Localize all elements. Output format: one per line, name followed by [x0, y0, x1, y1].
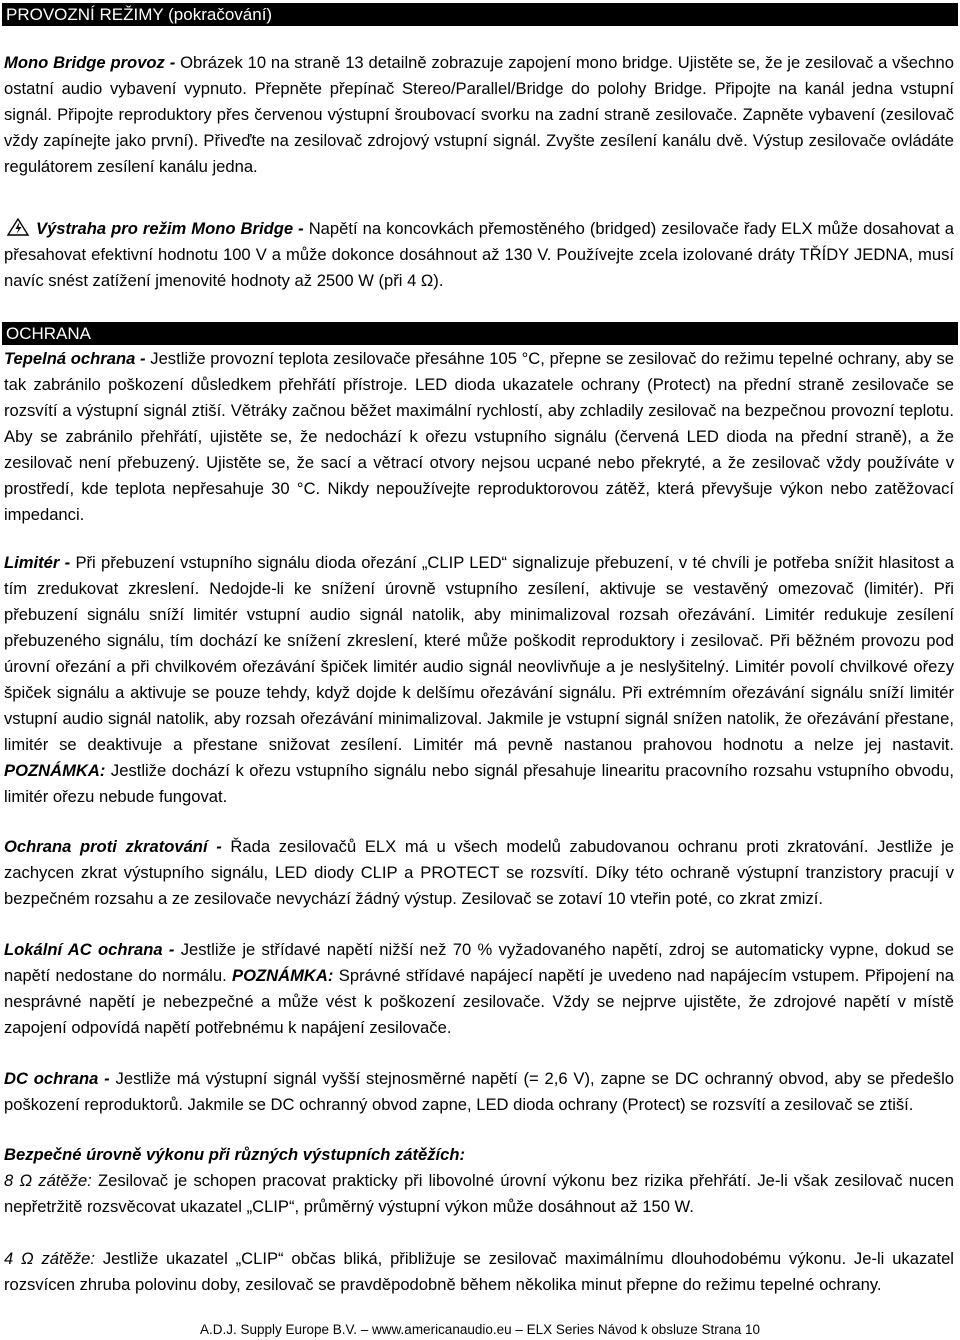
load-4-lead: 4 Ω zátěže: — [4, 1249, 96, 1268]
short-circuit-text: Řada zesilovačů ELX má u všech modelů zabudovanou ochranu proti zkratování. Jestliže je zachycen zkrat výstupního signálu, LED diody CLIP a PROTECT se rozsvítí. Díky této ochraně výstupní tranzistory pracují v bezpečném rozsahu a ze zesilovače nevychází žádný výstup. Zesilovač se zotaví 10 vteřin poté, co zkrat zmizí. — [4, 837, 954, 908]
warning-triangle-icon — [4, 218, 34, 236]
power-levels-heading-text: Bezpečné úrovně výkonu při různých výstupních zátěžích: — [4, 1145, 466, 1164]
dc-protection-paragraph — [4, 1066, 954, 1118]
short-circuit-protection-paragraph — [4, 834, 954, 912]
load-4-text: Jestliže ukazatel „CLIP“ občas bliká, přibližuje se zesilovač maximálnímu dlouhodobému výkonu. Je-li ukazatel rozsvícen zhruba polovinu doby, zesilovač se pravděpodobně během několika minut přepne do režimu tepelné ochrany. — [4, 1249, 954, 1294]
page-footer: A.D.J. Supply Europe B.V. – www.americanaudio.eu – ELX Series Návod k obsluze Strana 10 — [199, 1322, 761, 1337]
limiter-paragraph — [4, 550, 954, 810]
mono-bridge-text: Obrázek 10 na straně 13 detailně zobrazuje zapojení mono bridge. Ujistěte se, že je zesilovač a všechno ostatní audio vybavení vypnuto. Přepněte přepínač Stereo/Parallel/Bridge do polohy Bridge. Připojte na kanál jedna vstupní signál. Připojte reproduktory přes červenou výstupní šroubovací svorku na zadní straně zesilovače. Zapněte vybavení (zesilovač vždy zapínejte jako první). Přiveďte na zesilovač zdrojový vstupní signál. Zvyšte zesílení kanálu dvě. Výstup zesilovače ovládáte regulátorem zesílení kanálu jedna. — [4, 53, 954, 176]
ac-text: Jestliže je střídavé napětí nižší než 70 % vyžadovaného napětí, zdroj se automaticky vypne, dokud se napětí nedostane do normálu. — [4, 940, 954, 985]
thermal-lead: Tepelná ochrana - — [4, 349, 146, 368]
ac-note-text: Správné střídavé napájecí napětí je uvedeno nad napájecím vstupem. Připojení na nesprávné napětí je nebezpečné a může vést k poškození zesilovače. Vždy se nejprve ujistěte, že zdrojové napětí v místě zapojení odpovídá napětí potřebnému k napájení zesilovače. — [4, 966, 954, 1037]
load-8-lead: 8 Ω zátěže: — [4, 1171, 92, 1190]
limiter-note-label: POZNÁMKA: — [4, 761, 106, 780]
load-4-ohm-paragraph — [4, 1246, 954, 1298]
warning-lead: Výstraha pro režim Mono Bridge - — [36, 219, 304, 238]
limiter-lead: Limitér - — [4, 553, 71, 572]
ac-note-label: POZNÁMKA: — [232, 966, 334, 985]
thermal-protection-paragraph — [4, 346, 954, 528]
mono-bridge-warning-paragraph — [4, 216, 954, 294]
limiter-note-text: Jestliže dochází k ořezu vstupního signálu nebo signál přesahuje linearitu pracovního rozsahu vstupního obvodu, limitér ořezu nebude fungovat. — [4, 761, 954, 806]
short-circuit-lead: Ochrana proti zkratování - — [4, 837, 222, 856]
dc-text: Jestliže má výstupní signál vyšší stejnosměrné napětí (= 2,6 V), zapne se DC ochranný obvod, aby se předešlo poškození reproduktorů. Jakmile se DC ochranný obvod zapne, LED dioda ochrany (Protect) se rozsvítí a zesilovač se ztiší. — [4, 1069, 955, 1114]
ac-protection-paragraph — [4, 937, 954, 1041]
dc-lead: DC ochrana - — [4, 1069, 110, 1088]
warning-text: Napětí na koncovkách přemostěného (bridged) zesilovače řady ELX může dosahovat a přesahovat efektivní hodnotu 100 V a může dokonce dosáhnout až 130 V. Používejte zcela izolované dráty TŘÍDY JEDNA, musí navíc snést zatížení jmenovité hodnoty až 2500 W (při 4 Ω). — [4, 219, 954, 290]
mono-bridge-lead: Mono Bridge provoz - — [4, 53, 176, 72]
ac-lead: Lokální AC ochrana - — [4, 940, 175, 959]
mono-bridge-paragraph — [4, 50, 954, 180]
section-header-protection: OCHRANA — [2, 322, 958, 345]
section-header-operating-modes: PROVOZNÍ REŽIMY (pokračování) — [2, 3, 958, 26]
power-levels-heading — [4, 1142, 954, 1168]
thermal-text: Jestliže provozní teplota zesilovače přesáhne 105 °C, přepne se zesilovač do režimu tepelné ochrany, aby se tak zabránilo poškození důsledkem přehřátí přístroje. LED dioda ukazatele ochrany (Protect) na přední straně zesilovače se rozsvítí a výstupní signál ztiší. Větráky začnou běžet maximální rychlostí, aby zchladily zesilovač na bezpečnou provozní teplotu. Aby se zabránilo přehřátí, ujistěte se, že nedochází k ořezu vstupního signálu (červená LED dioda na přední straně), a že zesilovač není přebuzený. Ujistěte se, že sací a větrací otvory nejsou ucpané nebo překryté, a že zesilovač vždy používáte v prostředí, kde teplota nepřesahuje 30 °C. Nikdy nepoužívejte reproduktorovou zátěž, která převyšuje výkon nebo zatěžovací impedanci. — [4, 349, 955, 524]
limiter-text: Při přebuzení vstupního signálu dioda ořezání „CLIP LED“ signalizuje přebuzení, v té chvíli je potřeba snížit hlasitost a tím zredukovat zkreslení. Nedojde-li ke snížení úrovně vstupního zesílení, aktivuje se vestavěný omezovač (limitér). Při přebuzení signálu sníží limitér vstupní audio signál natolik, aby minimalizoval rozsah ořezávání. Limitér redukuje zesílení přebuzeného signálu, tím dochází ke snížení zkreslení, které může poškodit reproduktory i zesilovač. Při běžném provozu pod úrovní ořezání a při chvilkovém ořezávání špiček limitér audio signál neovlivňuje a je neslyšitelný. Limitér povolí chvilkové ořezy špiček signálu a aktivuje se pouze tehdy, když dojde k delšímu ořezávání signálu. Při extrémním ořezávání signálu sníží limitér vstupní audio signál natolik, aby rozsah ořezávání minimalizoval. Jakmile je vstupní signál snížen natolik, že ořezávání přestane, limitér se deaktivuje a přestane snižovat zesílení. Limitér má pevně nastanou prahovou hodnotu a nelze jej nastavit. — [4, 553, 954, 754]
load-8-ohm-paragraph — [4, 1168, 954, 1220]
load-8-text: Zesilovač je schopen pracovat prakticky při libovolné úrovní výkonu bez rizika přehřátí. Je-li však zesilovač nucen nepřetržitě rozsvěcovat ukazatel „CLIP“, průměrný výstupní výkon může dosáhnout až 150 W. — [4, 1171, 955, 1216]
